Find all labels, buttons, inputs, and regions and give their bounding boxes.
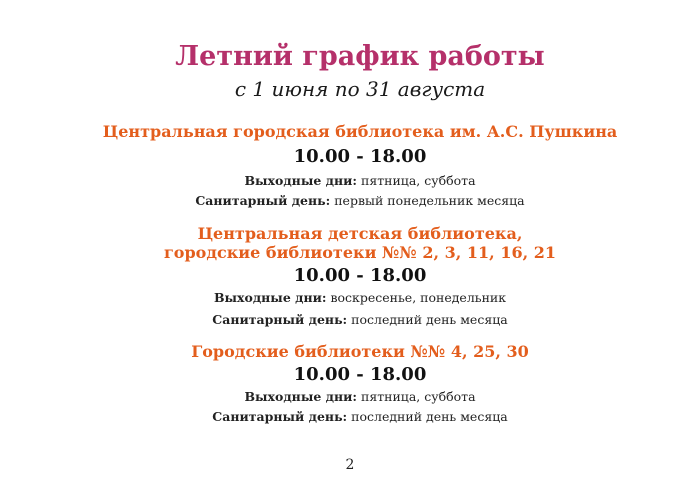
opening-hours: 10.00 - 18.00 (293, 146, 427, 167)
sanitary-day-label: Санитарный день: (195, 193, 331, 208)
sanitary-day-line (0, 407, 700, 427)
days-off-label: Выходные дни: (213, 290, 327, 305)
days-off-value: воскресенье, понедельник (326, 290, 507, 305)
schedule-section-city-libraries (0, 342, 700, 427)
sanitary-day-value: последний день месяца (347, 312, 508, 327)
days-off-value: пятница, суббота (357, 389, 476, 404)
opening-hours: 10.00 - 18.00 (293, 364, 427, 385)
section-heading: Центральная городская библиотека им. А.С. Пушкина (102, 122, 618, 141)
section-heading: Городские библиотеки №№ 4, 25, 30 (191, 342, 529, 361)
sanitary-day-value: последний день месяца (347, 409, 508, 424)
schedule-section-children-library (0, 224, 700, 330)
sanitary-day-label: Санитарный день: (212, 409, 348, 424)
page-number: 2 (345, 457, 355, 473)
page-title: Летний график работы (175, 41, 545, 72)
days-off-line (0, 171, 700, 191)
days-off-label: Выходные дни: (244, 173, 358, 188)
schedule-section-central-library (0, 122, 700, 211)
opening-hours: 10.00 - 18.00 (293, 265, 427, 286)
days-off-label: Выходные дни: (244, 389, 358, 404)
section-heading-line-2: городские библиотеки №№ 2, 3, 11, 16, 21 (163, 243, 556, 262)
section-heading-line-1: Центральная детская библиотека, (197, 224, 523, 243)
sanitary-day-value: первый понедельник месяца (330, 193, 525, 208)
sanitary-day-label: Санитарный день: (212, 312, 348, 327)
page-subtitle: с 1 июня по 31 августа (234, 77, 486, 101)
days-off-line (0, 288, 700, 308)
days-off-value: пятница, суббота (357, 173, 476, 188)
sanitary-day-line (0, 310, 700, 330)
sanitary-day-line (0, 191, 700, 211)
days-off-line (0, 387, 700, 407)
